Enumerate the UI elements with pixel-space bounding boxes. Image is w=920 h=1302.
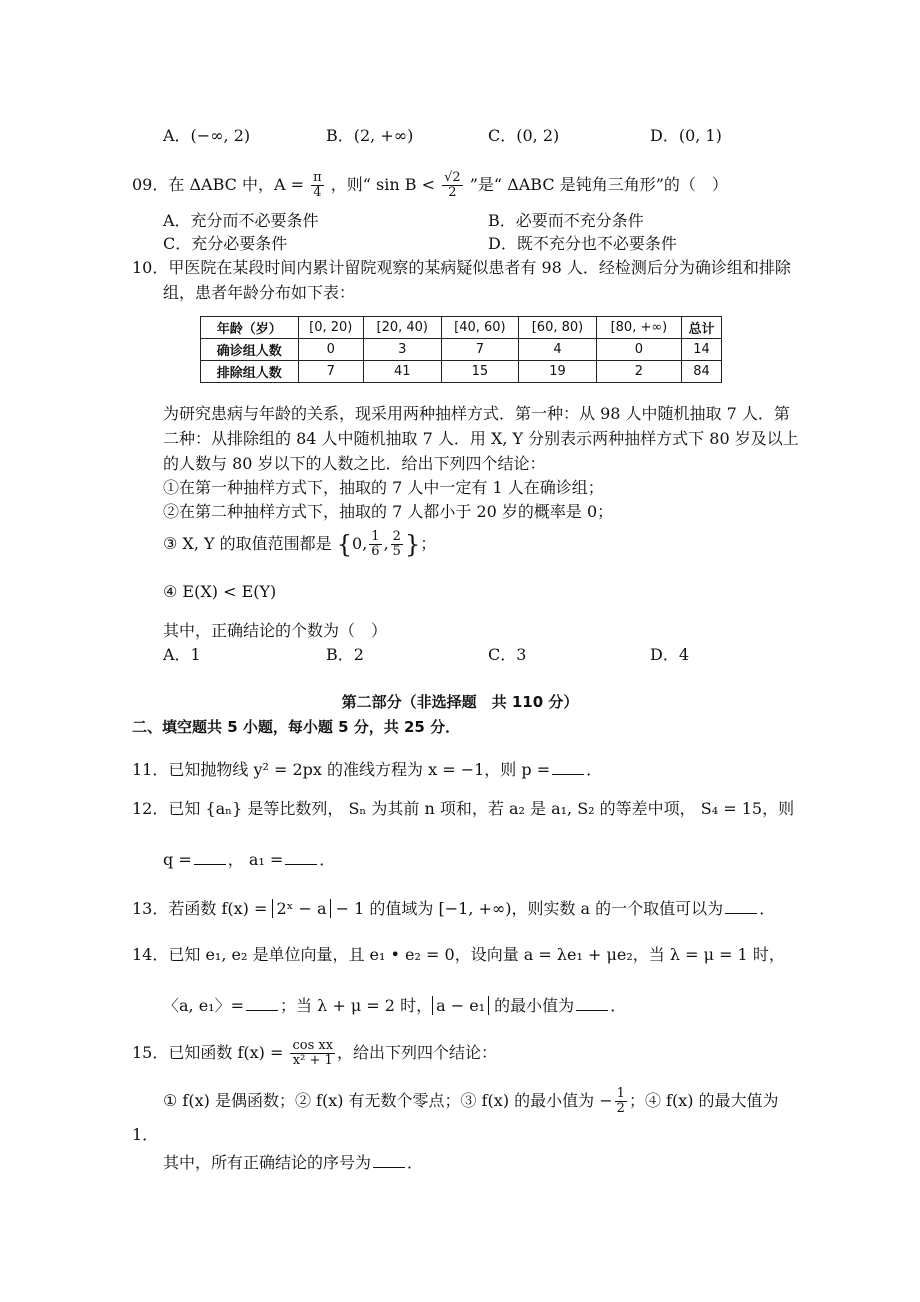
- table-cell: 41: [363, 361, 441, 383]
- table-cell: 15: [441, 361, 519, 383]
- table-cell: 19: [519, 361, 597, 383]
- table-header-cell: [40, 60): [441, 317, 519, 339]
- table-cell: 确诊组人数: [201, 339, 299, 361]
- q09-fraction-b: $\frac{√2}{2}$: [444, 170, 461, 200]
- table-header-cell: [0, 20): [298, 317, 363, 339]
- q09-stem: [132, 170, 728, 200]
- q15-continued: 1．: [132, 1125, 159, 1144]
- q15-conclusions: ① f(x) 是偶函数；② f(x) 有无数个零点；③ f(x) 的最小值为 − $\frac{1}{2}$ ；④ f(x) 的最大值为: [163, 1086, 779, 1116]
- table-header-row: [201, 317, 722, 339]
- q14-line2: 〈a, e₁〉= ；当 λ + μ = 2 时， a − e₁ 的最小值为 ．: [163, 996, 627, 1015]
- table-cell: 84: [682, 361, 722, 383]
- table-cell: 排除组人数: [201, 361, 299, 383]
- answer-blank: [246, 994, 278, 1011]
- answer-blank: [725, 897, 757, 914]
- q09-option-b: B．必要而不充分条件: [488, 211, 644, 230]
- q10-conclusion-3: ③ X, Y 的取值范围都是 {0, $\frac{1}{6}$ , $\frac{2}{5}$ }；: [163, 529, 437, 559]
- table-header-cell: [60, 80): [519, 317, 597, 339]
- q10-paragraph-3: 的人数与 80 岁以下的人数之比．给出下列四个结论：: [163, 454, 546, 473]
- q10-option-c: C．3: [488, 645, 527, 664]
- q09-text-post: ”是“ ΔABC 是钝角三角形”的（ ）: [469, 175, 728, 194]
- q15-stem: 15．已知函数 f(x) = $\frac{\text{cos xx}}{\text{x² + 1}}$ ，给出下列四个结论：: [132, 1038, 498, 1068]
- q10-question: 其中，正确结论的个数为（ ）: [163, 621, 388, 640]
- table-header-cell: [20, 40): [363, 317, 441, 339]
- q09-fraction-a: $\frac{\pi}{4}$: [313, 170, 322, 200]
- table-cell: 7: [298, 361, 363, 383]
- q13: 13．若函数 f(x) = 2ˣ − a − 1 的值域为 [−1, +∞)，则实数 a 的一个取值可以为 ．: [132, 899, 776, 918]
- q10-paragraph-2: 二种：从排除组的 84 人中随机抽取 7 人．用 X, Y 分别表示两种抽样方式下 80 岁及以上: [163, 429, 799, 448]
- q08-option-a: A．(−∞, 2): [163, 126, 251, 145]
- table-row: [201, 339, 722, 361]
- answer-blank: [285, 848, 317, 865]
- table-header-cell: [80, +∞): [596, 317, 681, 339]
- q12-line2: q = ， a₁ = ．: [163, 850, 336, 869]
- table-row: [201, 361, 722, 383]
- table-cell: 14: [682, 339, 722, 361]
- answer-blank: [552, 758, 584, 775]
- q09-option-d: D．既不充分也不必要条件: [488, 234, 677, 253]
- q10-paragraph-1: 为研究患病与年龄的关系，现采用两种抽样方式．第一种：从 98 人中随机抽取 7 人．第: [163, 404, 790, 423]
- q10-line1: 10．甲医院在某段时间内累计留院观察的某病疑似患者有 98 人．经检测后分为确诊组和排除: [132, 258, 791, 277]
- table-cell: 7: [441, 339, 519, 361]
- table-cell: 2: [596, 361, 681, 383]
- q08-option-c: C．(0, 2): [488, 126, 560, 145]
- q08-option-d: D．(0, 1): [650, 126, 722, 145]
- q12-line1: 12．已知 {aₙ} 是等比数列， Sₙ 为其前 n 项和，若 a₂ 是 a₁, S₂ 的等差中项， S₄ = 15，则: [132, 799, 795, 818]
- q09-number: 09．: [132, 175, 169, 194]
- table-cell: 4: [519, 339, 597, 361]
- table-header-cell: 年龄（岁）: [201, 317, 299, 339]
- q10-conclusion-1: ①在第一种抽样方式下，抽取的 7 人中一定有 1 人在确诊组；: [163, 478, 604, 497]
- q11: 11．已知抛物线 y² = 2px 的准线方程为 x = −1，则 p = ．: [132, 760, 603, 779]
- q10-conclusion-2: ②在第二种抽样方式下，抽取的 7 人都小于 20 岁的概率是 0；: [163, 502, 614, 521]
- q09-text-pre: 在 ΔABC 中，A =: [168, 175, 305, 194]
- answer-blank: [373, 1151, 405, 1168]
- age-distribution-table: [200, 316, 722, 383]
- section-heading: 二、填空题共 5 小题，每小题 5 分，共 25 分．: [132, 718, 461, 736]
- q10-option-d: D．4: [650, 645, 690, 664]
- q09-text-mid: ，则“ sin B <: [330, 175, 435, 194]
- q09-option-a: A．充分而不必要条件: [163, 211, 319, 230]
- q10-conclusion-4: ④ E(X) < E(Y): [163, 582, 277, 601]
- part2-title: 第二部分（非选择题 共 110 分）: [341, 693, 579, 711]
- table-cell: 0: [596, 339, 681, 361]
- table-cell: 3: [363, 339, 441, 361]
- q10-option-b: B．2: [326, 645, 364, 664]
- q14-line1: 14．已知 e₁, e₂ 是单位向量，且 e₁ • e₂ = 0，设向量 a = λe₁ + μe₂，当 λ = μ = 1 时，: [132, 945, 785, 964]
- answer-blank: [194, 848, 226, 865]
- q10-line2: 组，患者年龄分布如下表：: [163, 283, 356, 302]
- q15-question: 其中，所有正确结论的序号为 ．: [163, 1153, 424, 1172]
- q10-option-a: A．1: [163, 645, 201, 664]
- table-cell: 0: [298, 339, 363, 361]
- answer-blank: [576, 994, 608, 1011]
- table-header-cell: 总计: [682, 317, 722, 339]
- q09-option-c: C．充分必要条件: [163, 234, 288, 253]
- q08-option-b: B．(2, +∞): [326, 126, 414, 145]
